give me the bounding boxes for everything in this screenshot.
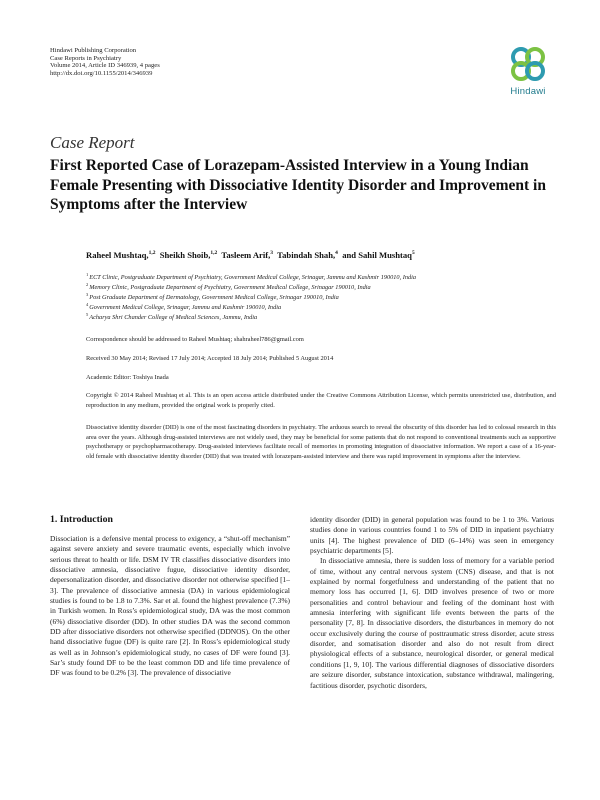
author: and Sahil Mushtaq$^5$	[342, 250, 415, 260]
affiliation: $^2$Memory Clinic, Postgraduate Department of Psychiatry, Government Medical College, Srinagar 190010, India	[86, 281, 371, 291]
doi-link[interactable]: http://dx.doi.org/10.1155/2014/346939	[50, 69, 153, 77]
hindawi-logo	[500, 44, 556, 106]
author: Sheikh Shoib,$^{1,2}$	[159, 250, 218, 260]
publication-dates: Received 30 May 2014; Revised 17 July 2014; Accepted 18 July 2014; Published 5 August 2014	[86, 355, 334, 362]
affiliation: $^4$Government Medical College, Srinagar, Jammu and Kashmir 190010, India	[86, 301, 282, 311]
author: Tabindah Shah,$^4$	[277, 250, 338, 260]
logo-name: Hindawi	[510, 86, 546, 97]
volume-line: Volume 2014, Article ID 346939, 4 pages	[50, 62, 160, 70]
body-paragraph: identity disorder (DID) in general population was found to be 1 to 3%. Various studies done in various countries found 1 to 5% of DID in inpatient psychiatry units [4]. The highest prevalence of DID (6–14%) was seen in emergency psychiatric departments [5].	[310, 515, 554, 556]
publisher: Hindawi Publishing Corporation	[50, 47, 137, 54]
body-paragraph: Dissociation is a defensive mental process to exigency, a “shut-off mechanism” against severe anxiety and severe traumatic events, especially which involve serious threat to health or life. DSM IV TR classifies dissociative disorders into dissociative amnesia, dissociative fugue, dissociative identity disorder, depersonalization disorder, and dissociative disorder not otherwise specified [1–3]. The prevalence of dissociative amnesia (DA) in various epidemiological studies is found to be 1.8 to 7.3%. Sar et al. found the highest prevalence (7.3%) in Turkish women. In Ross’s epidemiological study, DA was the most common (6%) dissociative disorder (DD). In other studies DA was the second common DD after dissociative disorders not otherwise specified (DDNOS). On the other hand dissociative fugue (DF) is quite rare [2]. In Ross’s epidemiological study as well as in Johnson’s epidemiological study, no cases of DF were found [3]. Sar’s study found DF to be the least common DD and life time prevalence of DF was found to be 0.2% [3]. The prevalence of dissociative	[50, 534, 290, 678]
body-column-right	[310, 515, 554, 691]
body-paragraph: In dissociative amnesia, there is sudden loss of memory for a variable period of time, without any central nervous system (CNS) disease, and that is not explained by normal forgetfulness and understanding of the patient that no memory loss has occurred [1, 6]. DID involves presence of two or more personalities and control behaviour and feeling of the dominant host with amnesia interfering with significant life events between the parts of the personality [7, 8]. In dissociative disorders, the disturbances in memory do not occur exclusively during the course of posttraumatic stress disorder, acute stress disorder, and somatisation disorder and also do not result from direct physiological effects of a substance, neurological disorder, or general medical conditions [1, 9, 10]. The various differential diagnoses of dissociative disorders are seizure disorder, substance intoxication, substance withdrawal, malingering, factitious disorder, psychotic disorders,	[310, 556, 554, 690]
article-type: Case Report	[50, 133, 135, 152]
abstract: Dissociative identity disorder (DID) is one of the most fascinating disorders in psychiatry. The arduous search to reveal the obscurity of this disorder has led to colossal research in this area over the years. Although drug-assisted interviews are not widely used, they may be beneficial for some patients that do not respond to conventional treatments such as supportive psychotherapy or psychopharmacotherapy. Drug-assisted interviews facilitate recall of memories in promoting integration of dissociative information. We report a case of a 16-year-old female with dissociative identity disorder (DID) that was treated with lorazepam-assisted interview and there was rapid improvement in symptoms after the interview.	[86, 424, 556, 460]
author: Tasleem Arif,$^3$	[221, 250, 274, 260]
author: Raheel Mushtaq,$^{1,2}$	[86, 250, 156, 260]
correspondence: Correspondence should be addressed to Raheel Mushtaq; shahraheel786@gmail.com	[86, 336, 304, 343]
academic-editor: Academic Editor: Toshiya Inada	[86, 374, 169, 381]
journal-info	[50, 47, 160, 77]
author-list	[86, 250, 415, 260]
paper-title: First Reported Case of Lorazepam-Assisted Interview in a Young Indian Female Presenting with Dissociative Identity Disorder and Improvement in Symptoms after the Interview	[50, 157, 546, 213]
affiliation: $^1$ECT Clinic, Postgraduate Department of Psychiatry, Government Medical College, Srinagar, Jammu and Kashmir 190010, India	[86, 271, 417, 281]
journal-name: Case Reports in Psychiatry	[50, 54, 122, 62]
section-heading: 1. Introduction	[50, 514, 113, 525]
affiliation: $^5$Acharya Shri Chander College of Medical Sciences, Jammu, India	[86, 311, 258, 321]
affiliation: $^3$Post Graduate Department of Dermatology, Government Medical College, Srinagar 190010, India	[86, 291, 339, 301]
affiliation-list	[86, 273, 416, 323]
body-column-left	[50, 534, 290, 679]
hindawi-logo-icon	[500, 44, 556, 86]
copyright-notice: Copyright © 2014 Raheel Mushtaq et al. This is an open access article distributed under the Creative Commons Attribution License, which permits unrestricted use, distribution, and reproduction in any medium, provided the original work is properly cited.	[86, 392, 556, 409]
